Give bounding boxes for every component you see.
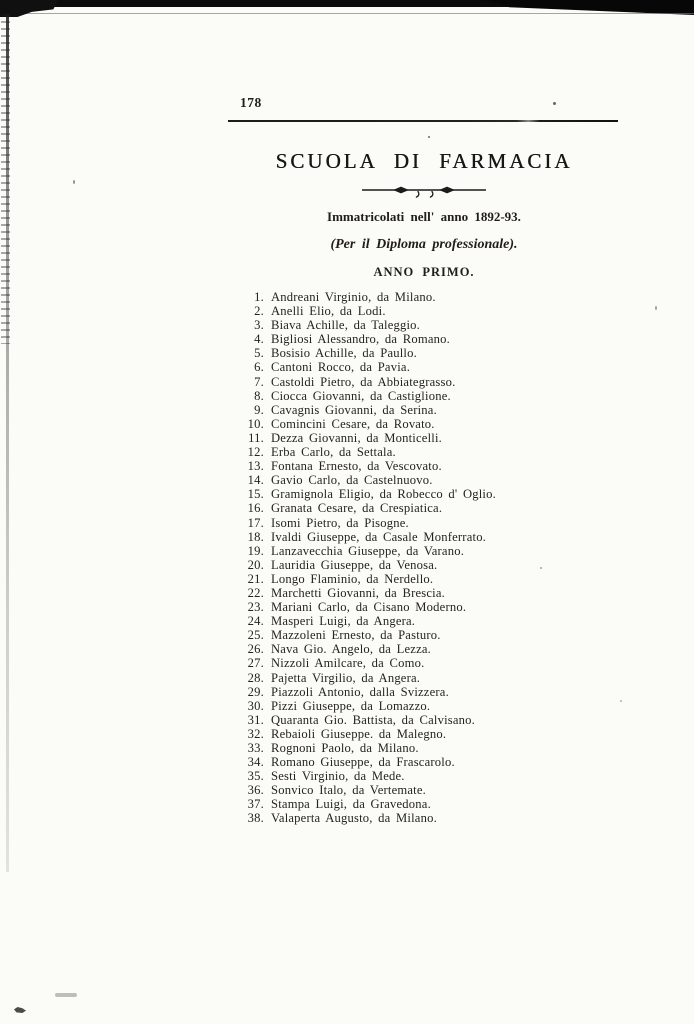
list-item-number: 21. (247, 571, 264, 586)
list-item-text: Granata Cesare, da Crespiatica. (271, 501, 443, 516)
list-item-text: Castoldi Pietro, da Abbiategrasso. (271, 374, 456, 389)
list-item-text: Anelli Elio, da Lodi. (271, 304, 386, 319)
list-item-text: Sonvico Italo, da Vertemate. (271, 783, 427, 798)
scan-artifact-binding-speckle (1, 14, 10, 344)
list-item-number: 34. (247, 755, 264, 770)
list-item-number: 22. (247, 585, 264, 600)
list-item (241, 290, 496, 304)
scan-speck (540, 567, 542, 569)
list-item-number: 20. (247, 557, 264, 572)
list-item-text: Stampa Luigi, da Gravedona. (271, 797, 431, 812)
list-item (241, 671, 496, 685)
list-item-number: 8. (254, 388, 264, 403)
list-item-number: 29. (247, 684, 264, 699)
list-item (241, 487, 496, 501)
list-item-number: 1. (254, 290, 264, 304)
list-item-number: 30. (247, 698, 264, 713)
list-item (241, 375, 496, 389)
list-item (241, 727, 496, 741)
list-item-text: Rebaioli Giuseppe. da Malegno. (271, 726, 447, 741)
scan-smudge (55, 993, 77, 997)
list-item-text: Gramignola Eligio, da Robecco d' Oglio. (271, 487, 496, 502)
scan-speck (73, 180, 75, 184)
scan-smudge (14, 1007, 26, 1013)
list-item-text: Bosisio Achille, da Paullo. (271, 346, 417, 361)
ornament-icon (360, 184, 488, 200)
list-item-text: Quaranta Gio. Battista, da Calvisano. (271, 712, 476, 727)
list-item (241, 783, 496, 797)
list-item (241, 628, 496, 642)
list-item-text: Dezza Giovanni, da Monticelli. (271, 430, 443, 445)
list-item-text: Comincini Cesare, da Rovato. (271, 416, 435, 431)
list-item-text: Nava Gio. Angelo, da Lezza. (271, 642, 432, 657)
list-item-text: Masperi Luigi, da Angera. (271, 614, 416, 629)
page-title: SCUOLA DI FARMACIA (275, 149, 573, 173)
list-item (241, 516, 496, 530)
list-item-text: Bigliosi Alessandro, da Romano. (271, 332, 450, 347)
list-item-text: Nizzoli Amilcare, da Como. (271, 656, 425, 671)
list-item-text: Isomi Pietro, da Pisogne. (271, 515, 409, 530)
list-item (241, 558, 496, 572)
list-item-text: Ciocca Giovanni, da Castiglione. (271, 388, 451, 403)
list-item (241, 360, 496, 374)
list-item (241, 586, 496, 600)
list-item (241, 797, 496, 811)
list-item-text: Pizzi Giuseppe, da Lomazzo. (271, 698, 431, 713)
scan-speck (553, 102, 556, 105)
list-item-text: Andreani Virginio, da Milano. (271, 290, 436, 304)
scan-speck (620, 700, 622, 702)
list-item (241, 304, 496, 318)
page-number: 178 (240, 95, 262, 110)
list-item-number: 4. (254, 332, 264, 347)
list-item-number: 9. (254, 402, 264, 417)
list-item-text: Lauridia Giuseppe, da Venosa. (271, 557, 438, 572)
list-item-number: 3. (254, 318, 264, 333)
list-item-number: 26. (247, 642, 264, 657)
list-item-text: Cantoni Rocco, da Pavia. (271, 360, 411, 375)
list-item (241, 741, 496, 755)
list-item-number: 36. (247, 783, 264, 798)
list-item-text: Piazzoli Antonio, dalla Svizzera. (271, 684, 449, 699)
list-item-text: Erba Carlo, da Settala. (271, 445, 396, 460)
list-item (241, 656, 496, 670)
list-item-text: Romano Giuseppe, da Frascarolo. (271, 755, 455, 770)
list-item-number: 11. (248, 430, 264, 445)
list-item-text: Valaperta Augusto, da Milano. (271, 811, 437, 826)
list-item (241, 501, 496, 515)
list-item (241, 431, 496, 445)
list-item-text: Mazzoleni Ernesto, da Pasturo. (271, 628, 441, 643)
list-item-number: 18. (247, 529, 264, 544)
enrollment-heading: Immatricolati nell' anno 1892-93. (327, 209, 521, 224)
list-item (241, 572, 496, 586)
list-item-number: 33. (247, 741, 264, 755)
list-item-number: 28. (247, 670, 264, 685)
list-item-number: 19. (247, 543, 264, 558)
list-item (241, 685, 496, 699)
list-item-number: 31. (247, 712, 264, 727)
list-item-text: Ivaldi Giuseppe, da Casale Monferrato. (271, 529, 487, 544)
header-rule (228, 120, 618, 122)
list-item-text: Gavio Carlo, da Castelnuovo. (271, 473, 433, 488)
list-item-number: 10. (247, 416, 264, 431)
list-item (241, 614, 496, 628)
list-item-number: 7. (254, 374, 264, 389)
list-item (241, 811, 496, 825)
list-item-number: 38. (247, 811, 264, 826)
list-item-number: 6. (254, 360, 264, 375)
ornament-divider (228, 184, 620, 205)
list-item (241, 473, 496, 487)
list-item-number: 15. (247, 487, 264, 502)
list-item (241, 769, 496, 783)
list-item-text: Longo Flaminio, da Nerdello. (271, 571, 434, 586)
list-item-text: Lanzavecchia Giuseppe, da Varano. (271, 543, 465, 558)
list-item-number: 25. (247, 628, 264, 643)
list-item (241, 755, 496, 769)
list-item (241, 403, 496, 417)
list-item (241, 459, 496, 473)
list-item (241, 530, 496, 544)
list-item (241, 699, 496, 713)
list-item-text: Mariani Carlo, da Cisano Moderno. (271, 600, 467, 615)
list-item-number: 23. (247, 600, 264, 615)
scan-speck (655, 306, 657, 310)
list-item-text: Cavagnis Giovanni, da Serina. (271, 402, 437, 417)
list-item-number: 17. (247, 515, 264, 530)
scan-speck (428, 136, 430, 138)
list-item (241, 332, 496, 346)
diploma-heading: (Per il Diploma professionale). (330, 237, 518, 252)
scan-artifact-top-thin-line (26, 13, 694, 14)
list-item-text: Biava Achille, da Taleggio. (271, 318, 421, 333)
student-list (241, 290, 496, 826)
list-item-number: 14. (247, 473, 264, 488)
list-item (241, 642, 496, 656)
list-item-number: 16. (247, 501, 264, 516)
list-item (241, 389, 496, 403)
list-item-number: 24. (247, 614, 264, 629)
list-item-text: Marchetti Giovanni, da Brescia. (271, 585, 446, 600)
list-item (241, 417, 496, 431)
list-item-number: 2. (254, 304, 264, 319)
list-item (241, 600, 496, 614)
list-item-number: 13. (247, 459, 264, 474)
list-item-text: Rognoni Paolo, da Milano. (271, 741, 419, 755)
section-heading: ANNO PRIMO. (373, 265, 475, 279)
list-item-number: 27. (247, 656, 264, 671)
list-item-text: Fontana Ernesto, da Vescovato. (271, 459, 442, 474)
list-item-number: 35. (247, 769, 264, 784)
list-item-number: 37. (247, 797, 264, 812)
list-item-number: 5. (254, 346, 264, 361)
list-item (241, 445, 496, 459)
list-item-text: Sesti Virginio, da Mede. (271, 769, 405, 784)
list-item (241, 713, 496, 727)
list-item-number: 12. (247, 445, 264, 460)
list-item (241, 346, 496, 360)
list-item-text: Pajetta Virgilio, da Angera. (271, 670, 421, 685)
list-item (241, 318, 496, 332)
list-item (241, 544, 496, 558)
list-item-number: 32. (247, 726, 264, 741)
